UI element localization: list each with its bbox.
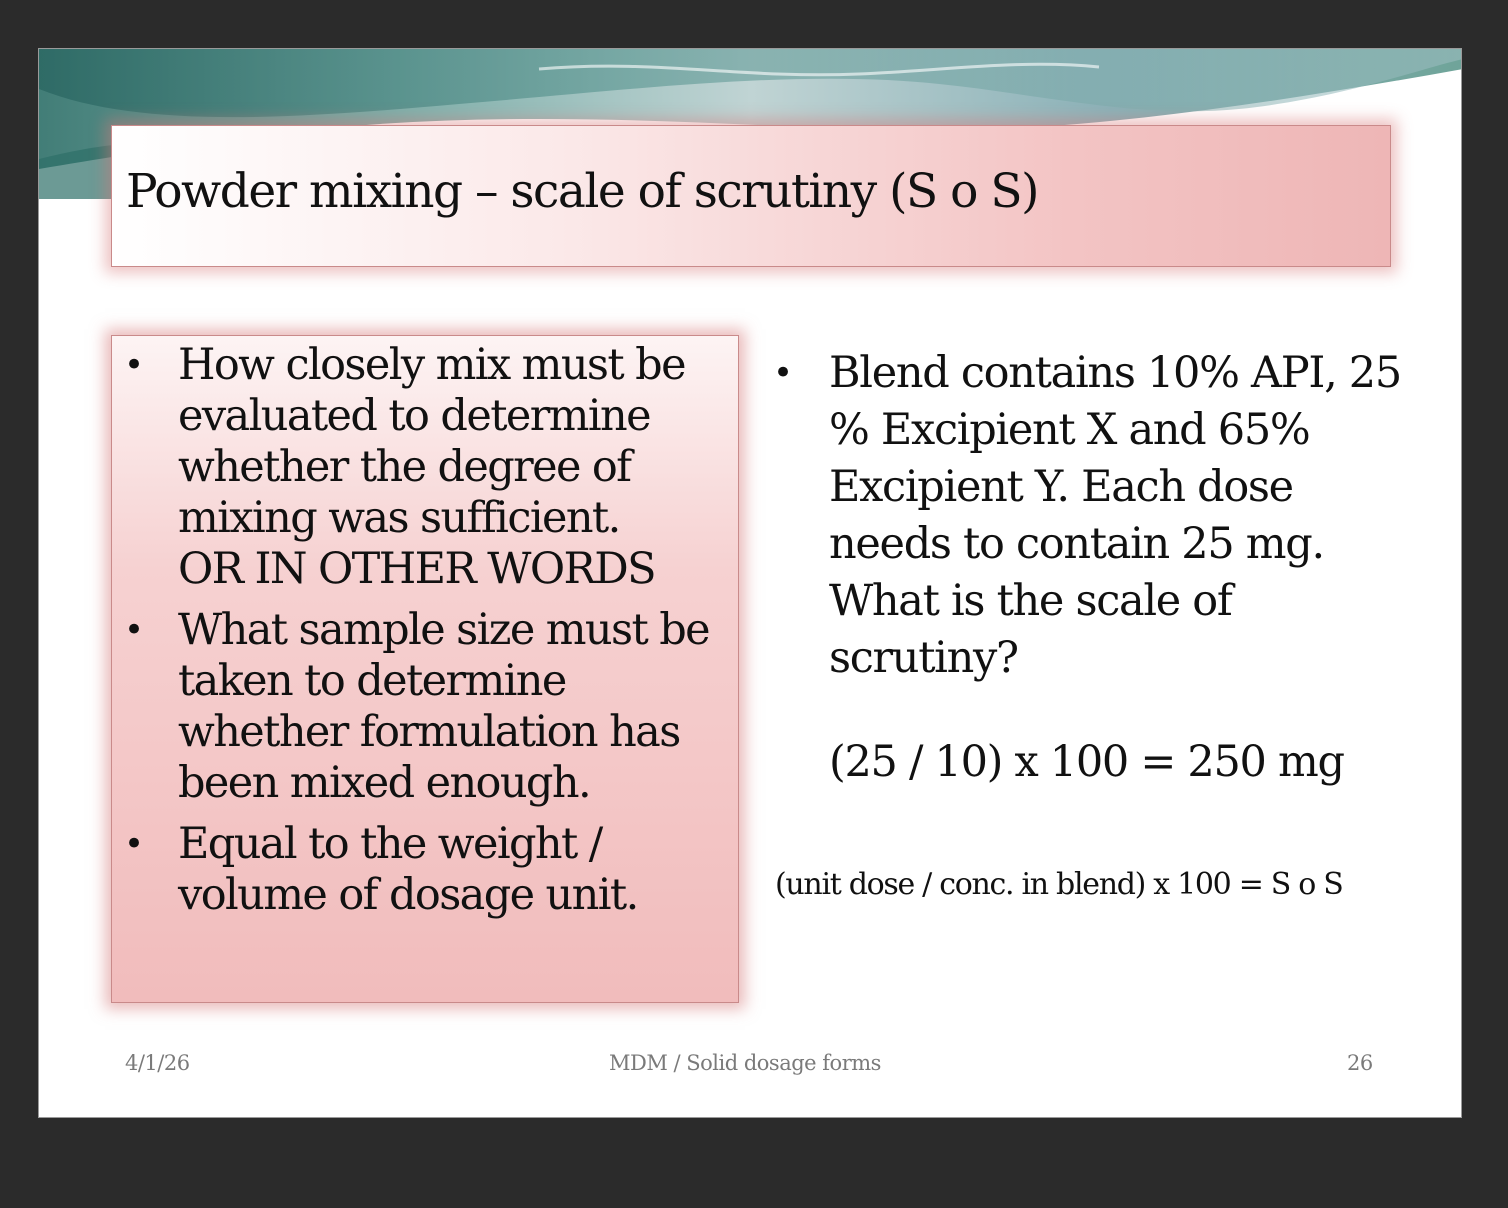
example-text: Blend contains 10% API, 25 % Excipient X and 65% Excipient Y. Each dose needs to contain 25 mg. What is the scale of scrutiny? [829,348,1401,683]
bullet-icon: • [124,345,143,385]
example-column [773,345,1413,687]
list-item [124,340,724,595]
definition-list [124,340,724,931]
bullet-text: Equal to the weight / volume of dosage unit. [178,819,638,920]
title-box [111,125,1391,267]
slide-title: Powder mixing – scale of scrutiny (S o S) [126,164,1038,219]
slide [38,48,1462,1118]
list-item [124,605,724,809]
bullet-icon: • [124,824,143,864]
bullet-icon: • [124,610,143,650]
page-number: 26 [1347,1051,1373,1075]
footer-date: 4/1/26 [125,1051,190,1075]
list-item [124,819,724,921]
formula: (25 / 10) x 100 = 250 mg [829,737,1344,787]
example-bullet [773,345,1413,687]
definition-box [111,335,739,1003]
bullet-subtext: OR IN OTHER WORDS [178,544,656,594]
bullet-text: What sample size must be taken to determine whether formulation has been mixed enough. [178,605,709,808]
bullet-icon: • [773,353,792,393]
bullet-text: How closely mix must be evaluated to determine whether the degree of mixing was sufficient. [178,340,685,543]
footer-title: MDM / Solid dosage forms [609,1051,881,1075]
formula-note: (unit dose / conc. in blend) x 100 = S o S [775,867,1343,902]
